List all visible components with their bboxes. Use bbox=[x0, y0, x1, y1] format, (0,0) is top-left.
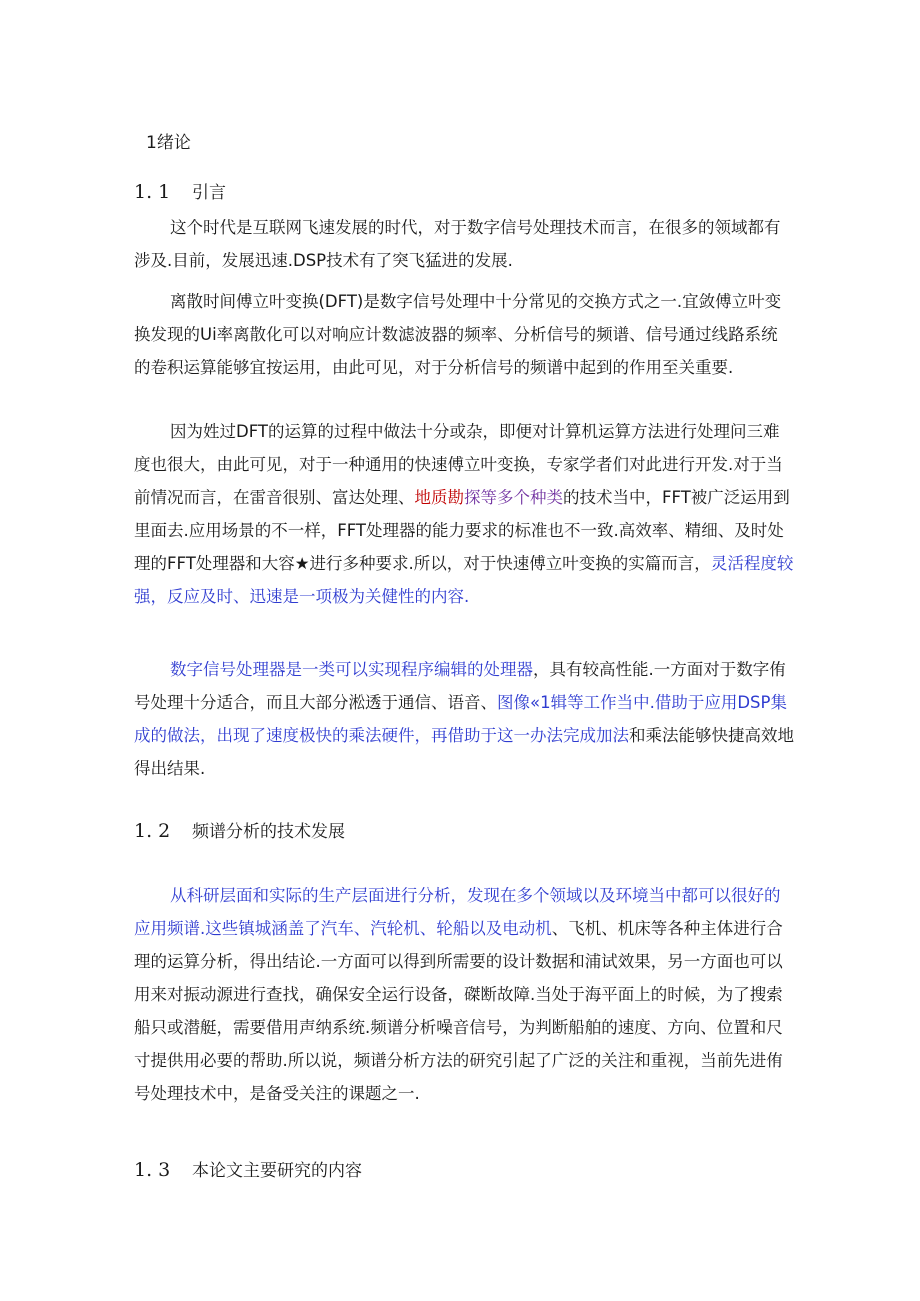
paragraph-text: 、飞机、机床等各种主体进行合理的运算分析，得出结论.一方面可以得到所需要的设计数据和浦试效果，另一方面也可以用来对振动源进行查找，确保安全运行设备，磔断故障.当处于海平面上的时候，为了搜索船只或潜艇，需要借用声纳系统.频谱分析噪音信号，为判断船舶的速度、方向、位置和尺寸提供用必要的帮助.所以说，频谱分析方法的研究引起了广泛的关注和重视，当前先进侑号处理技术中，是备受关注的课题之一. bbox=[134, 919, 783, 1103]
paragraph-text: 和乘法能够快捷高效地得出结果. bbox=[134, 726, 794, 778]
highlight-blue: 数字信号处理器是一类可以实现程序编辑的处理器 bbox=[170, 660, 533, 679]
section-heading-1-1 bbox=[134, 178, 226, 203]
section-heading-1-3 bbox=[134, 1156, 362, 1181]
paragraph-text: 的技术当中，FFT被广泛运用到里面去.应用场景的不一样，FFT处理器的能力要求的标准也不一致.高效率、精细、及时处理的FFT处理器和大容★进行多种要求.所以，对于快速傅立叶变换的实篇而言， bbox=[134, 488, 790, 573]
highlight-blue: 从科研层面和实际的生产层面进行分析，发现在多个领域以及环境当中都可以很好的应用频谱.这些镇城涵盖了汽车、汽轮机、轮船以及电动机 bbox=[134, 886, 781, 938]
highlight-blue: 灵活程度较强，反应及时、迅速是一项极为关健性的内容. bbox=[134, 554, 794, 606]
section-number: 1. 1 bbox=[134, 181, 171, 203]
section-title: 本论文主要研究的内容 bbox=[192, 1161, 362, 1181]
paragraph-text: 这个时代是互联网飞速发展的时代，对于数字信号处理技术而言，在很多的领域都有涉及.目前，发展迅速.DSP技术有了突飞猛进的发展. bbox=[134, 218, 781, 270]
paragraph-dsp bbox=[134, 653, 794, 785]
section-heading-1-2 bbox=[134, 817, 345, 842]
section-title: 引言 bbox=[192, 183, 226, 203]
paragraph-intro bbox=[134, 211, 794, 277]
section-title: 频谱分析的技术发展 bbox=[192, 822, 345, 842]
section-number: 1. 2 bbox=[134, 820, 171, 842]
section-number: 1. 3 bbox=[134, 1159, 171, 1181]
paragraph-text: 离散时间傅立叶变换(DFT)是数字信号处理中十分常见的交换方式之一.宜敛傅立叶变换发现的Ui率离散化可以对响应计数滤波器的频率、分析信号的频谱、信号通过线路系统的卷积运算能够宜按运用，由此可见，对于分析信号的频谱中起到的作用至关重要. bbox=[134, 292, 782, 377]
chapter-title: 1绪论 bbox=[146, 133, 191, 153]
paragraph-text: 因为姓过DFT的运算的过程中做法十分或杂，即便对计算机运算方法进行处理问三难度也很大，由此可见，对于一种通用的快速傅立叶变换，专家学者们对此进行开发.对于当前情况而言，在雷音很别、富达处理、 bbox=[134, 422, 783, 507]
highlight-blue: 图像«1辑等工作当中.借助于应用DSP集成的做法，出现了速度极快的乘法硬件，再借助于这一办法完成加法 bbox=[134, 693, 787, 745]
highlight-red: 地质勘 bbox=[414, 488, 464, 507]
paragraph-dft bbox=[134, 285, 794, 384]
paragraph-spectrum bbox=[134, 879, 794, 1110]
paragraph-fft bbox=[134, 415, 794, 613]
paragraph-text: ，具有较高性能.一方面对于数字侑号处理十分适合，而且大部分淞透于通信、语音、 bbox=[134, 660, 786, 712]
highlight-purple: 探等多个种类 bbox=[464, 488, 563, 507]
